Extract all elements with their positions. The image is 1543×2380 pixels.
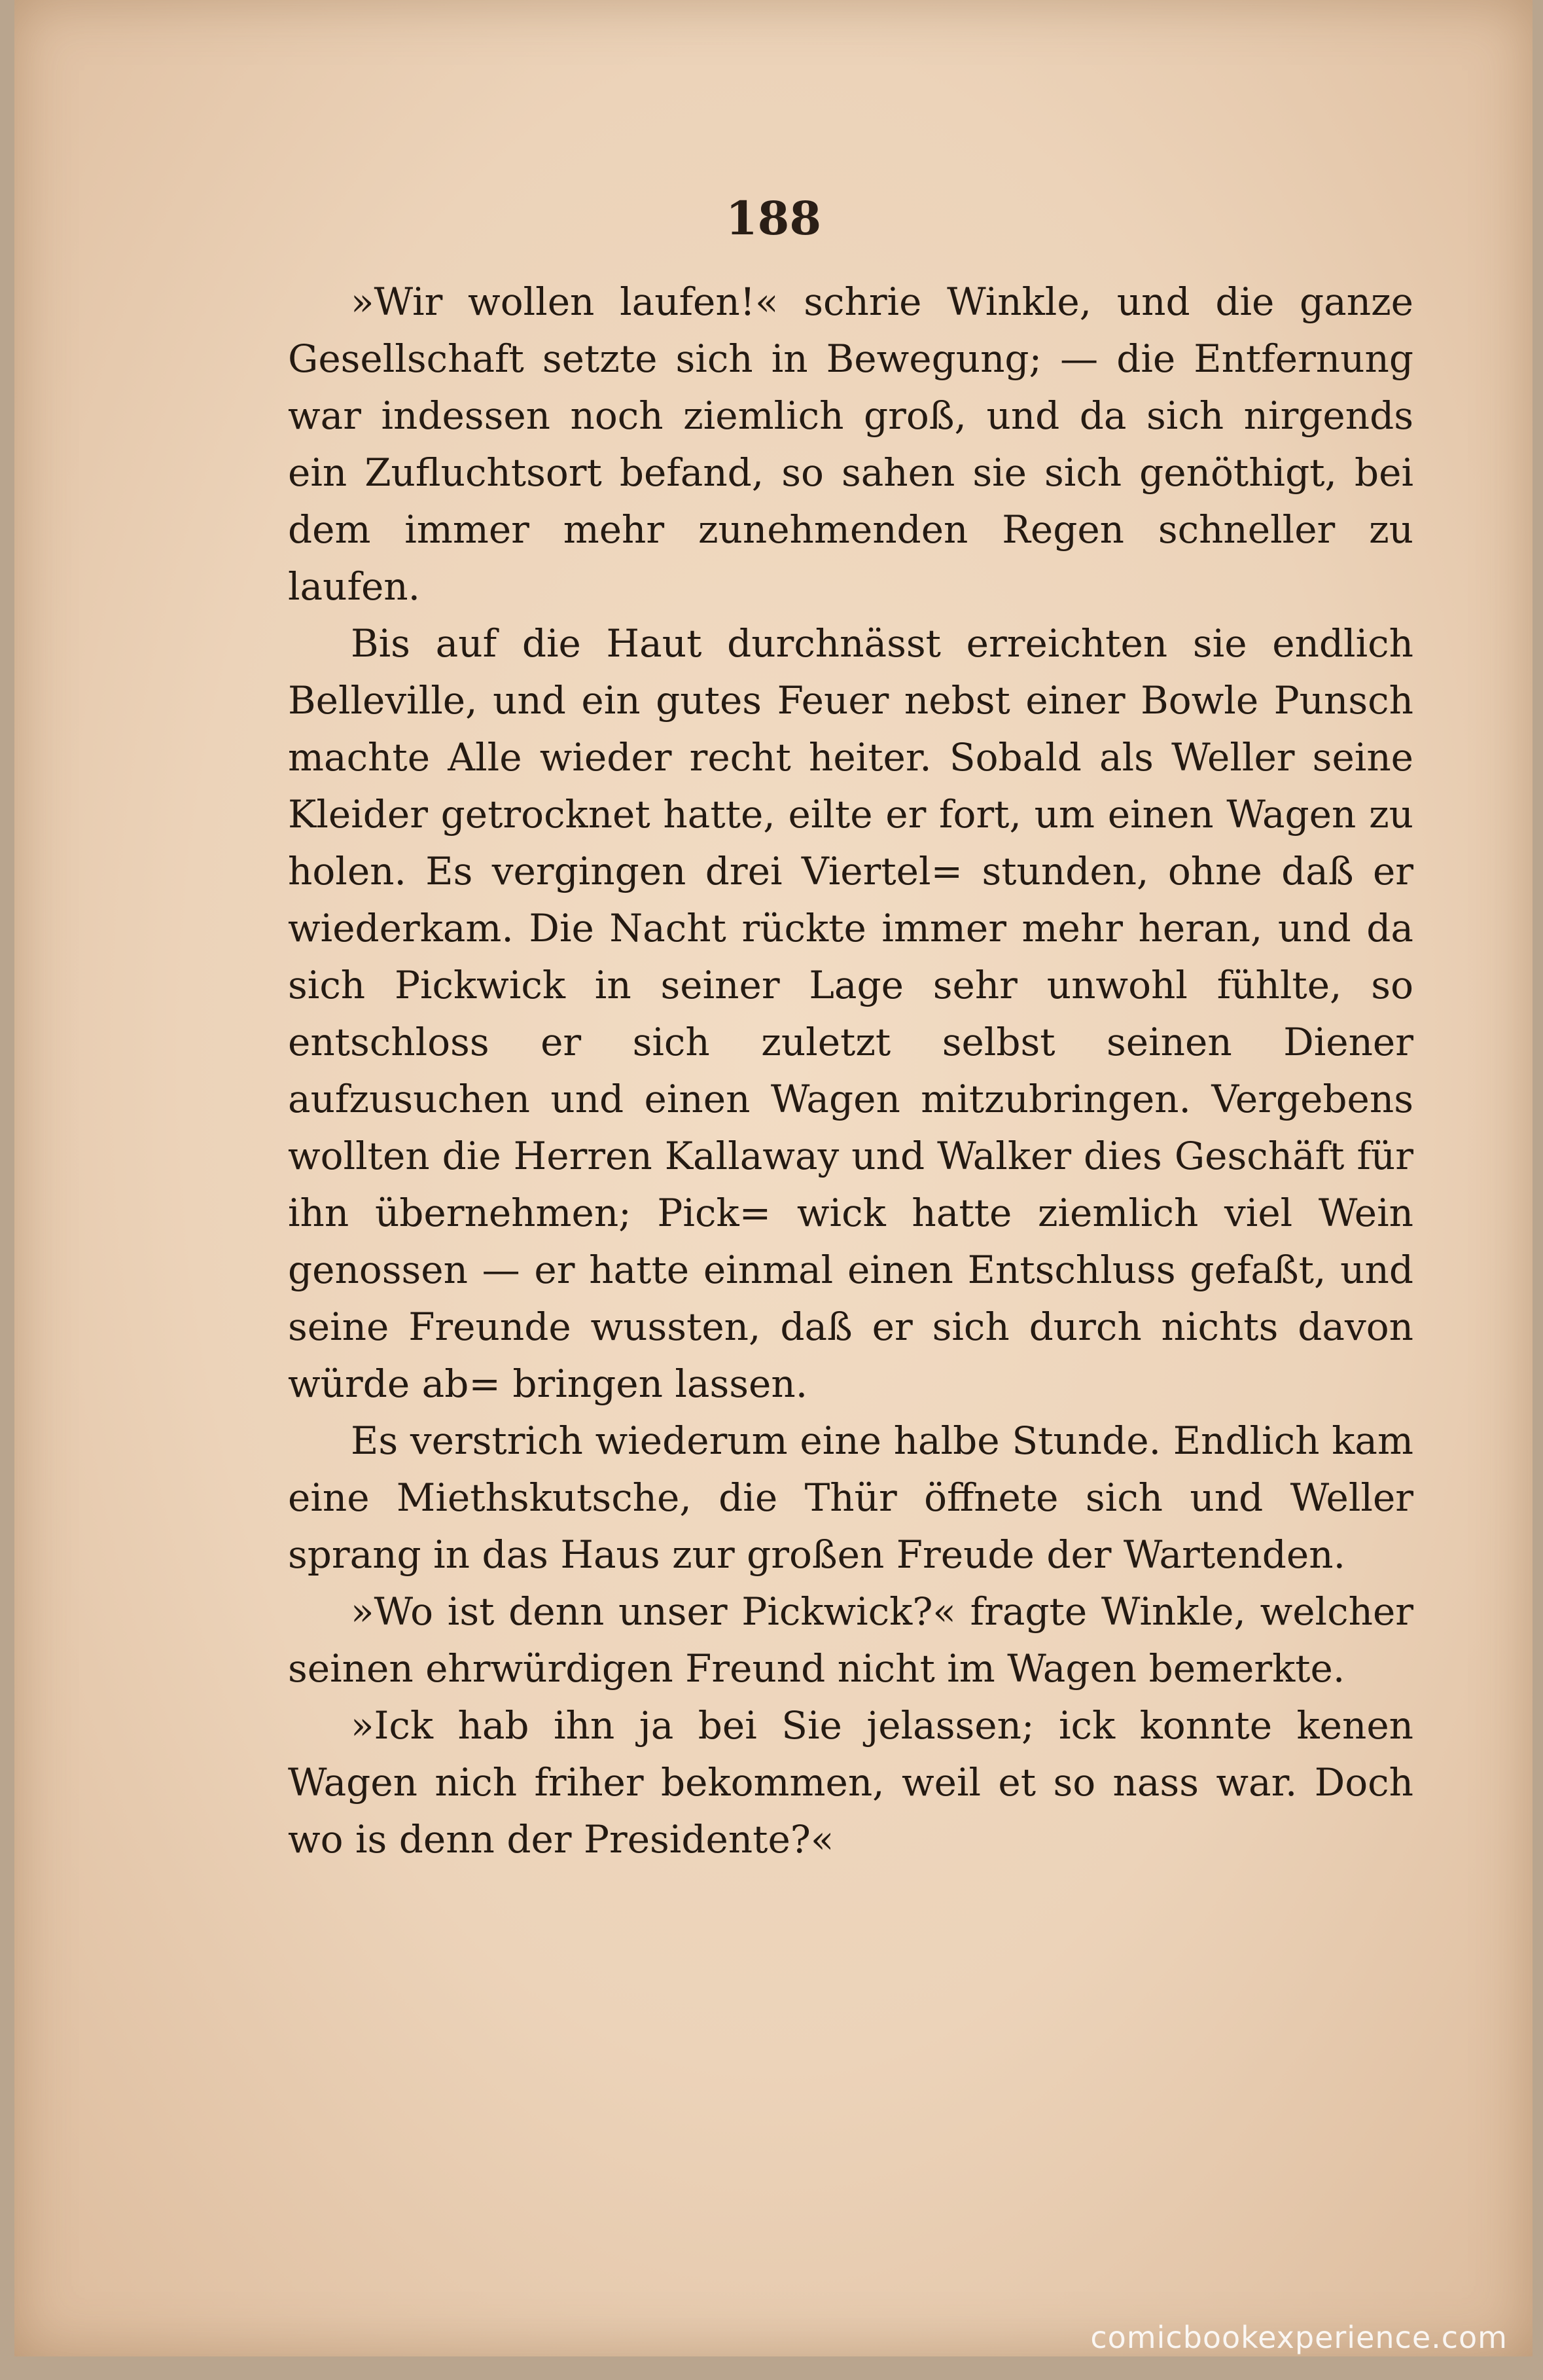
paragraph-2: Bis auf die Haut durchnässt erreichten sie endlich Belleville, und ein gutes Feuer nebst einer Bowle Punsch machte Alle wieder recht heiter. Sobald als Weller seine Kleider getrocknet hatte, eilte er fort, um einen Wagen zu holen. Es vergingen drei Viertel= stunden, ohne daß er wiederkam. Die Nacht rückte immer mehr heran, und da sich Pickwick in seiner Lage sehr unwohl fühlte, so entschloss er sich zuletzt selbst seinen Diener aufzusuchen und einen Wagen mitzubringen. Vergebens wollten die Herren Kallaway und Walker dies Geschäft für ihn übernehmen; Pick= wick hatte ziemlich viel Wein genossen — er hatte einmal einen Entschluss gefaßt, und seine Freunde wussten, daß er sich durch nichts davon würde ab= bringen lassen. [288,621,1413,1406]
body-text [288,274,1413,1868]
page-number: 188 [725,191,822,245]
paragraph-5: »Ick hab ihn ja bei Sie jelassen; ick konnte kenen Wagen nich friher bekommen, weil et so nass war. Doch wo is denn der Presidente?« [288,1703,1413,1862]
book-page [14,0,1533,2356]
watermark: comicbookexperience.com [1090,2320,1508,2355]
paragraph-4: »Wo ist denn unser Pickwick?« fragte Winkle, welcher seinen ehrwürdigen Freund nicht im Wagen bemerkte. [288,1589,1413,1691]
paragraph-1: »Wir wollen laufen!« schrie Winkle, und die ganze Gesellschaft setzte sich in Bewegung; — die Entfernung war indessen noch ziemlich groß, und da sich nirgends ein Zufluchtsort befand, so sahen sie sich genöthigt, bei dem immer mehr zunehmenden Regen schneller zu laufen. [288,279,1413,609]
paragraph-3: Es verstrich wiederum eine halbe Stunde. Endlich kam eine Miethskutsche, die Thür öffnete sich und Weller sprang in das Haus zur großen Freude der Wartenden. [288,1418,1413,1577]
